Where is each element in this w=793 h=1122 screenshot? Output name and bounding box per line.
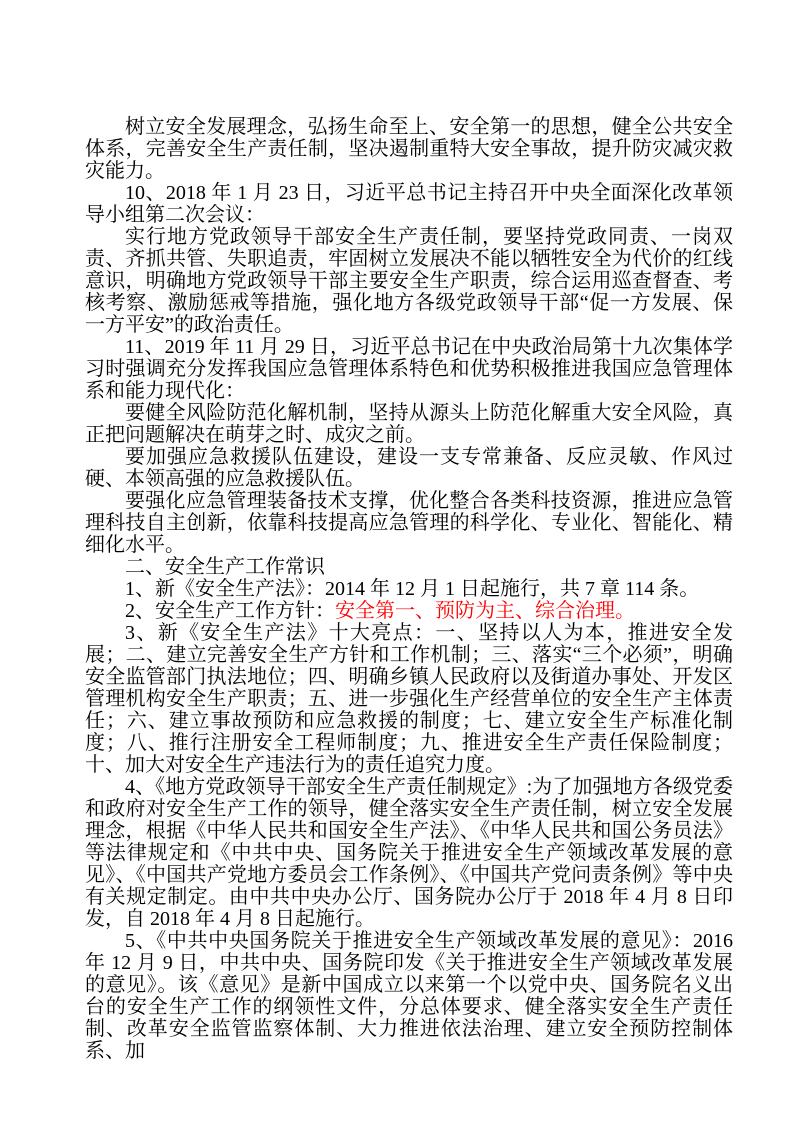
paragraph-item-10-heading: 10、2018 年 1 月 23 日，习近平总书记主持召开中央全面深化改革领导小组第二次会议：: [85, 182, 733, 226]
paragraph-point-4-responsibility-regulation: 4、《地方党政领导干部安全生产责任制规定》:为了加强地方各级党委和政府对安全生产工作的领导，健全落实安全生产责任制，树立安全发展理念，根据《中华人民共和国安全生产法》、《中华人民共和国公务员法》等法律规定和《中共中央、国务院关于推进安全生产领域改革发展的意见》、《中国共产党地方委员会工作条例》、《中国共产党问责条例》等中央有关规定制定。由中共中央办公厅、国务院办公厅于 2018 年 4 月 8 日印发，自 2018 年 4 月 8 日起施行。: [85, 776, 733, 930]
paragraph-point-1-safety-law: 1、新《安全生产法》：2014 年 12 月 1 日起施行，共 7 章 114 条。: [125, 578, 700, 600]
paragraph-safety-development-concept: 树立安全发展理念，弘扬生命至上、安全第一的思想，健全公共安全体系，完善安全生产责任制，坚决遏制重特大安全事故，提升防灾减灾救灾能力。: [85, 116, 733, 182]
paragraph-item-11-point-risk-prevention: 要健全风险防范化解机制，坚持从源头上防范化解重大安全风险，真正把问题解决在萌芽之时、成灾之前。: [85, 402, 733, 446]
paragraph-point-2-work-policy: [85, 600, 733, 622]
paragraph-point-2-prefix: 2、安全生产工作方针：: [125, 600, 335, 622]
paragraph-item-11-point-rescue-teams: 要加强应急救援队伍建设，建设一支专常兼备、反应灵敏、作风过硬、本领高强的应急救援队伍。: [85, 446, 733, 490]
section-heading-work-knowledge: 二、安全生产工作常识: [125, 556, 325, 578]
paragraph-item-11-heading: 11、2019 年 11 月 29 日，习近平总书记在中央政治局第十九次集体学习时强调充分发挥我国应急管理体系特色和优势积极推进我国应急管理体系和能力现代化：: [85, 336, 733, 402]
paragraph-item-10-content: 实行地方党政领导干部安全生产责任制，要坚持党政同责、一岗双责、齐抓共管、失职追责，牢固树立发展决不能以牺牲安全为代价的红线意识，明确地方党政领导干部主要安全生产职责，综合运用巡查督查、考核考察、激励惩戒等措施，强化地方各级党政领导干部“促一方发展、保一方平安”的政治责任。: [85, 226, 733, 336]
highlighted-policy-text: 安全第一、预防为主、综合治理。: [335, 600, 635, 622]
paragraph-point-3-ten-highlights: 3、新《安全生产法》十大亮点：一、坚持以人为本，推进安全发展；二、建立完善安全生产方针和工作机制；三、落实“三个必须”，明确安全监管部门执法地位；四、明确乡镇人民政府以及街道办事处、开发区管理机构安全生产职责；五、进一步强化生产经营单位的安全生产主体责任；六、建立事故预防和应急救援的制度；七、建立安全生产标准化制度；八、推行注册安全工程师制度；九、推进安全生产责任保险制度；十、加大对安全生产违法行为的责任追究力度。: [85, 622, 733, 776]
paragraph-item-11-point-technology: 要强化应急管理装备技术支撑，优化整合各类科技资源，推进应急管理科技自主创新，依靠科技提高应急管理的科学化、专业化、智能化、精细化水平。: [85, 490, 733, 556]
paragraph-point-5-reform-opinion: 5、《中共中央国务院关于推进安全生产领域改革发展的意见》：2016 年 12 月 9 日，中共中央、国务院印发《关于推进安全生产领域改革发展的意见》。该《意见》是新中国成立以来第一个以党中央、国务院名义出台的安全生产工作的纲领性文件，分总体要求、健全落实安全生产责任制、改革安全监管监察体制、大力推进依法治理、建立安全预防控制体系、加: [85, 930, 733, 1062]
document-body: [85, 116, 733, 1062]
